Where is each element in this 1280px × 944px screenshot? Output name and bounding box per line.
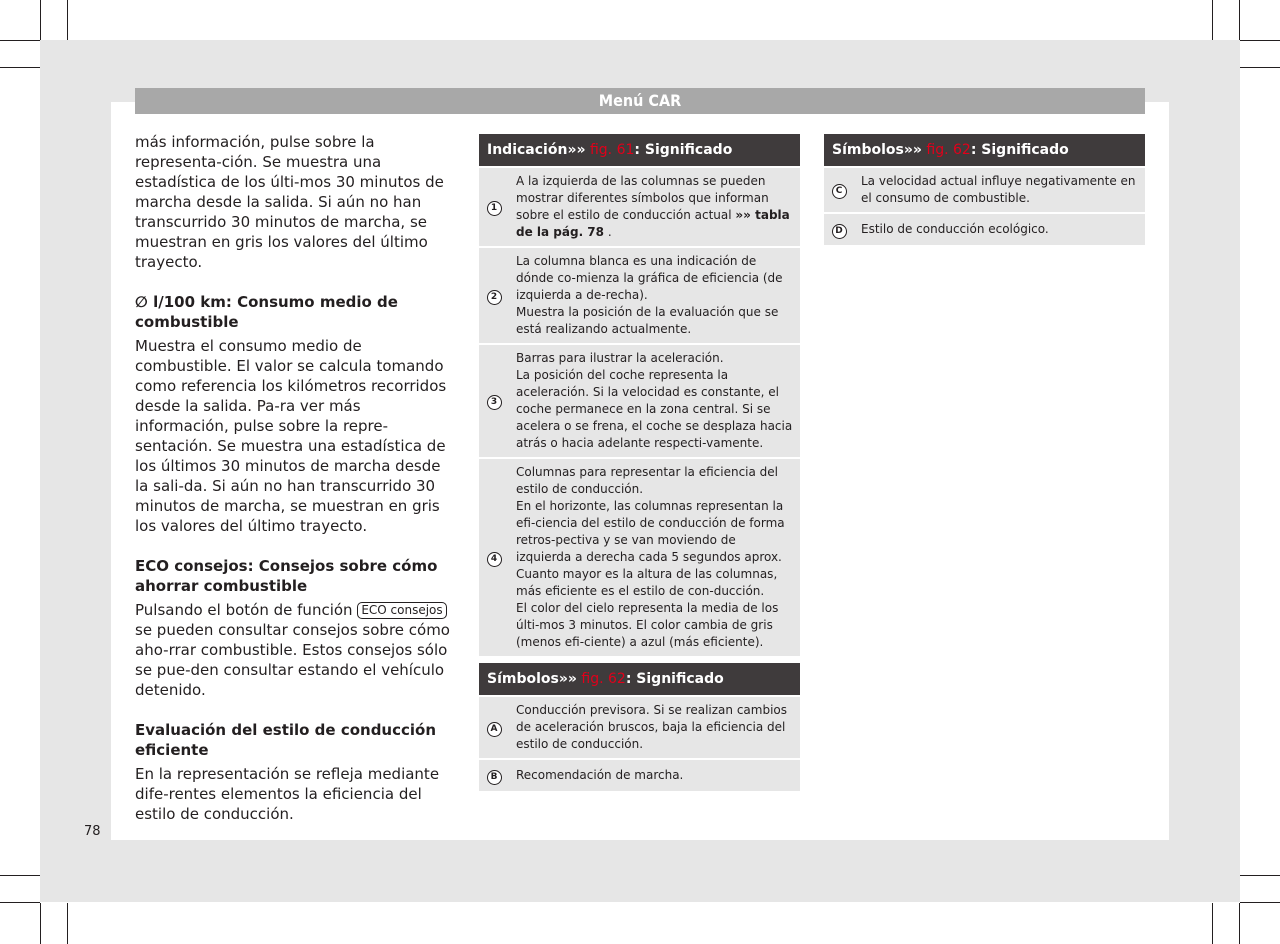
row-key-cell: [479, 248, 509, 343]
crop-mark: [0, 40, 40, 41]
page-reference-link[interactable]: »» tabla de la pág. 78: [516, 208, 790, 239]
section-heading: ∅ l/100 km: Consumo medio de combustible: [135, 293, 398, 331]
intro-paragraph: más información, pulse sobre la representa-ción. Se muestra una estadística de los últi-mos 30 minutos de marcha desde la salida. Si aún no han transcurrido 30 minutos de marcha, se muestran en gris los valores del último trayecto.: [135, 133, 444, 271]
table-row: [479, 248, 800, 343]
table-header: Símbolos»» fig. 62: Significado: [479, 663, 800, 695]
figure-reference-link[interactable]: fig. 61: [585, 142, 635, 158]
section-heading: ECO consejos: Consejos sobre cómo ahorrar combustible: [135, 557, 438, 595]
page-number: 78: [84, 824, 101, 839]
crop-mark: [1212, 0, 1213, 40]
crop-mark: [67, 903, 68, 944]
circled-key-icon: 4: [487, 552, 502, 567]
table-header: Símbolos»» fig. 62: Significado: [824, 134, 1145, 166]
crop-mark: [1240, 67, 1280, 68]
table-indicacion: [479, 132, 800, 658]
row-key-cell: [479, 697, 509, 758]
section-heading: Evaluación del estilo de conducción eficiente: [135, 721, 437, 759]
crop-mark: [1240, 902, 1280, 903]
crop-mark: [1240, 875, 1280, 876]
row-key-cell: [479, 168, 509, 246]
crop-mark: [40, 903, 41, 944]
row-description: Estilo de conducción ecológico.: [854, 214, 1145, 245]
section-consumo-medio: [135, 292, 455, 536]
crop-mark: [1239, 903, 1240, 944]
crop-mark: [0, 67, 40, 68]
table-row: [824, 168, 1145, 212]
average-symbol-icon: ∅: [135, 293, 148, 311]
left-text-column: [135, 132, 455, 824]
table-simbolos-ab: [479, 661, 800, 793]
row-description: Recomendación de marcha.: [509, 760, 800, 791]
section-body: Muestra el consumo medio de combustible. El valor se calcula tomando como referencia los kilómetros recorridos desde la salida. Pa-ra ver más información, pulse sobre la repre-sentación. Se muestra una estadística de los últimos 30 minutos de marcha desde la sali-da. Si aún no han transcurrido 30 minutos de marcha, se muestran en gris los valores del último trayecto.: [135, 337, 447, 535]
row-key-cell: [479, 345, 509, 457]
figure-reference-link[interactable]: fig. 62: [576, 671, 626, 687]
crop-mark: [67, 0, 68, 40]
table-row: [479, 760, 800, 791]
row-key-cell: [479, 459, 509, 656]
page-header-title: Menú CAR: [135, 88, 1145, 114]
table-row: [479, 168, 800, 246]
crop-mark: [1240, 40, 1280, 41]
section-body: Pulsando el botón de función ECO consejos se pueden consultar consejos sobre cómo aho-rrar combustible. Estos consejos sólo se pue-den consultar estando el vehículo detenido.: [135, 601, 450, 699]
table-row: [479, 697, 800, 758]
table-header: Indicación»» fig. 61: Significado: [479, 134, 800, 166]
section-eco-consejos: [135, 556, 455, 700]
table-row: [479, 345, 800, 457]
row-description: La columna blanca es una indicación de dónde co-mienza la gráfica de eficiencia (de izquierda a de-recha). Muestra la posición de la evaluación que se está realizando actualmente.: [509, 248, 800, 343]
figure-reference-link[interactable]: fig. 62: [921, 142, 971, 158]
section-body: En la representación se refleja mediante dife-rentes elementos la eficiencia del estilo de conducción.: [135, 765, 440, 823]
circled-key-icon: 3: [487, 395, 502, 410]
table-row: [824, 214, 1145, 245]
row-description: Barras para ilustrar la aceleración. La posición del coche representa la aceleración. Si la velocidad es constante, el coche permanece en la zona central. Si se acelera o se frena, el coche se desplaza hacia atrás o hacia adelante respecti-vamente.: [509, 345, 800, 457]
circled-key-icon: A: [487, 722, 502, 737]
crop-mark: [1239, 0, 1240, 40]
row-description: A la izquierda de las columnas se pueden mostrar diferentes símbolos que informan sobre el estilo de conducción actual »» tabla de la pág. 78 .: [509, 168, 800, 246]
row-key-cell: [824, 168, 854, 212]
table-simbolos-cd: [824, 132, 1145, 247]
eco-consejos-key-label: ECO consejos: [357, 602, 446, 619]
row-description: Conducción previsora. Si se realizan cambios de aceleración bruscos, baja la eficiencia del estilo de conducción.: [509, 697, 800, 758]
table-row: [479, 459, 800, 656]
circled-key-icon: D: [832, 224, 847, 239]
row-description: La velocidad actual influye negativamente en el consumo de combustible.: [854, 168, 1145, 212]
circled-key-icon: B: [487, 770, 502, 785]
row-key-cell: [824, 214, 854, 245]
circled-key-icon: 1: [487, 201, 502, 216]
crop-mark: [40, 0, 41, 40]
circled-key-icon: C: [832, 184, 847, 199]
crop-mark: [0, 875, 40, 876]
crop-mark: [1212, 903, 1213, 944]
row-key-cell: [479, 760, 509, 791]
section-evaluacion: [135, 720, 455, 824]
crop-mark: [0, 902, 40, 903]
row-description: Columnas para representar la eficiencia del estilo de conducción. En el horizonte, las columnas representan la efi-ciencia del estilo de conducción de forma retros-pectiva y se van moviendo de izquierda a derecha cada 5 segundos aprox. Cuanto mayor es la altura de las columnas, más eficiente es el estilo de con-ducción. El color del cielo representa la media de los últi-mos 3 minutos. El color cambia de gris (menos efi-ciente) a azul (más eficiente).: [509, 459, 800, 656]
circled-key-icon: 2: [487, 290, 502, 305]
